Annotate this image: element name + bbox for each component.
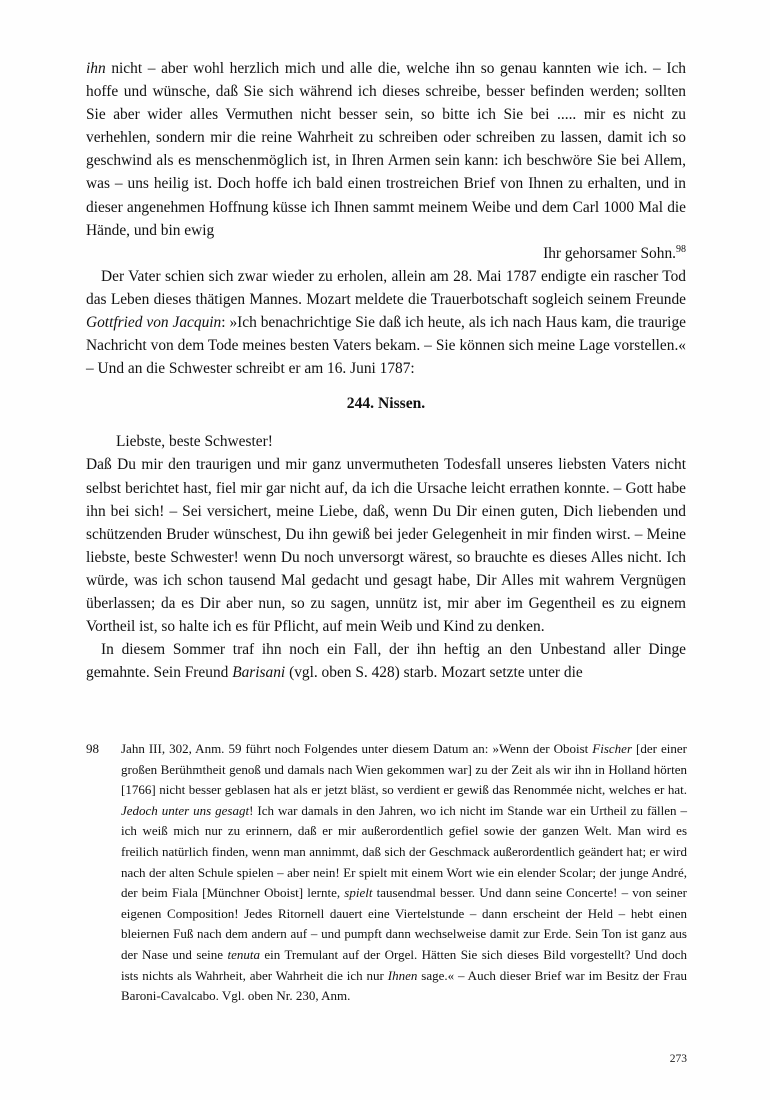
letter-heading: 244. Nissen. [346,395,426,413]
letter-signature-line [86,242,686,265]
footnote-text: Jahn III, 302, Anm. 59 führt noch Folgendes unter diesem Datum an: »Wenn der Oboist Fischer [der einer großen Berühmtheit genoß und damals nach Wien gekommen war] zu der Zeit als wir ihn in Holland hörten [1766] nicht besser geblasen hat als er jetzt bläst, so verdient er gewiß das Renommée nicht, welches er hat. Jedoch unter uns gesagt! Ich war damals in den Jahren, wo ich nicht im Stande war ein Urtheil zu fällen – ich weiß mich nur zu erinnern, daß er mir außerordentlich gefiel sowie der ganzen Welt. Man wird es freilich natürlich finden, wenn man annimmt, daß sich der Geschmack außerordentlich geändert hat; er wird nach der alten Schule spielen – aber nein! Er spielt mit einem Wort wie ein elender Scolar; der junge André, der beim Fiala [Münchner Oboist] lernte, spielt tausendmal besser. Und dann seine Concerte! – von seiner eigenen Composition! Jedes Ritornell dauert eine Viertelstunde – dann erscheint der Held – hebt einen bleiernen Fuß nach dem andern auf – und pumpft dann wechselweise damit zur Erde. Sein Ton ist ganz aus der Nase und seine tenuta ein Tremulant auf der Orgel. Hätten Sie sich dieses Bild vorgestellt? Und doch ists nichts als Wahrheit, aber Wahrheit die ich nur Ihnen sage.« – Auch dieser Brief war im Besitz der Frau Baroni-Cavalcabo. Vgl. oben Nr. 230, Anm. [121,741,688,1004]
page-number: 273 [669,1053,687,1065]
letter-salutation: Liebste, beste Schwester! [116,433,273,451]
letter-body-paragraph: Daß Du mir den traurigen und mir ganz unvermutheten Todesfall unseres liebsten Vaters nicht selbst berichtet hast, fiel mir gar nicht auf, da ich die Ursache leicht errathen konnte. – Gott habe ihn bei sich! – Sei versichert, meine Liebe, daß, wenn Du Dir einen guten, Dich liebenden und schützenden Bruder wünschest, Du ihn gewiß bei jeder Gelegenheit in mir finden wirst. – Meine liebste, beste Schwester! wenn Du noch unversorgt wärest, so brauchte es dieses Alles nicht. Ich würde, was ich schon tausend Mal gedacht und gesagt habe, Dir Alles mit wahrem Vergnügen überlassen; da es Dir aber nun, so zu sagen, unnütz ist, mir aber im Gegentheil es zu eignem Vortheil ist, so halte ich es für Pflicht, auf mein Weib und Kind zu denken. [86,456,686,636]
narrative-paragraph-2: In diesem Sommer traf ihn noch ein Fall, der ihn heftig an den Unbestand aller Dinge gemahnte. Sein Freund Barisani (vgl. oben S. 428) starb. Mozart setzte unter die [86,641,686,682]
footnote-ref: 98 [676,243,686,255]
letter-continuation-paragraph: ihn nicht – aber wohl herzlich mich und alle die, welche ihn so genau kannten wie ich. – Ich hoffe und wünsche, daß Sie sich während ich dieses schreibe, besser befinden werden; sollten Sie aber wider alles Vermuthen nicht besser sein, so bitte ich Sie bei ..... mir es nicht zu verhehlen, sondern mir die reine Wahrheit zu schreiben oder schreiben zu lassen, damit ich so geschwind als es menschenmöglich ist, in Ihren Armen sein kann: ich beschwöre Sie bei Allem, was – uns heilig ist. Doch hoffe ich bald einen trostreichen Brief von Ihnen zu erhalten, und in dieser angenehmen Hoffnung küsse ich Ihnen sammt meinem Weibe und dem Carl 1000 Mal die Hände, und bin ewig [86,60,686,239]
footnote-block [86,739,687,1007]
footnote-number: 98 [86,741,99,756]
narrative-paragraph-1: Der Vater schien sich zwar wieder zu erholen, allein am 28. Mai 1787 endigte ein rascher Tod das Leben dieses thätigen Mannes. Mozart meldete die Trauerbotschaft sogleich seinem Freunde Gottfried von Jacquin: »Ich benachrichtige Sie daß ich heute, als ich nach Haus kam, die traurige Nachricht von dem Tode meines besten Vaters bekam. – Sie können sich meine Lage vorstellen.« – Und an die Schwester schreibt er am 16. Juni 1787: [86,267,686,378]
main-text [86,57,686,684]
letter-signature: Ihr gehorsamer Sohn. [543,244,676,262]
